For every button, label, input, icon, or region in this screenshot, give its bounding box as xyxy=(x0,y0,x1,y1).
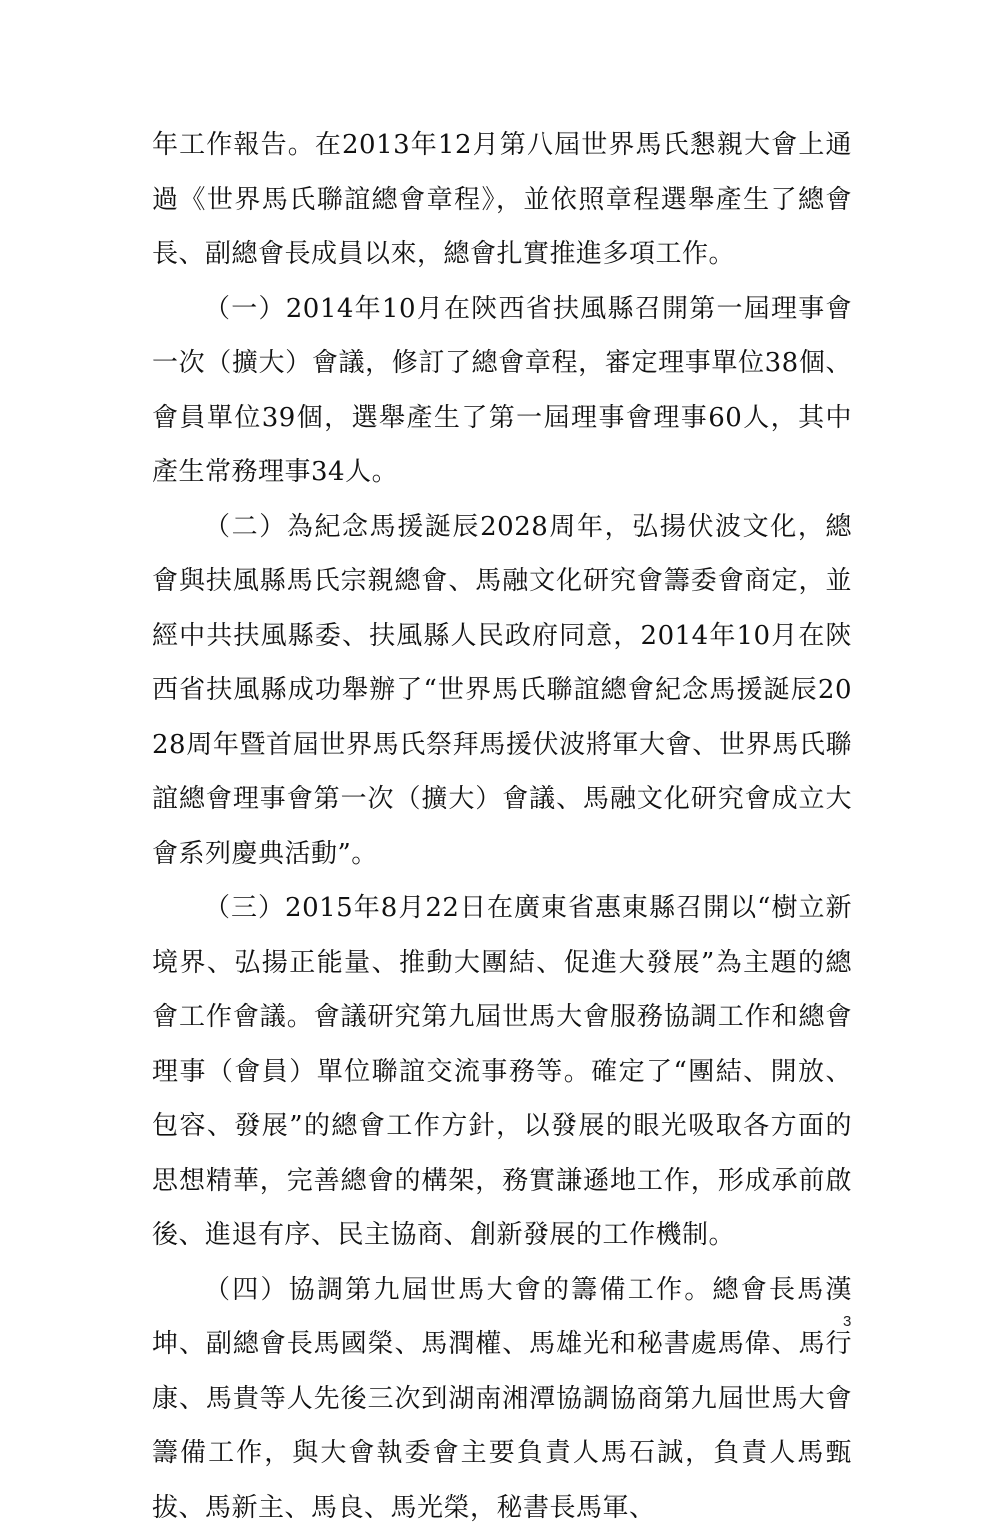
paragraph-item-1: （一）2014年10月在陝西省扶風縣召開第一屆理事會一次（擴大）會議，修訂了總會章程，審定理事單位38個、會員單位39個，選舉產生了第一屆理事會理事60人，其中產生常務理事34人。 xyxy=(152,282,852,500)
paragraph-item-4: （四）協調第九屆世馬大會的籌備工作。總會長馬漢坤、副總會長馬國榮、馬潤權、馬雄光和秘書處馬偉、馬行康、馬貴等人先後三次到湖南湘潭協調協商第九屆世馬大會籌備工作，與大會執委會主要負責人馬石誠，負責人馬甄拔、馬新主、馬良、馬光榮，秘書長馬軍、 xyxy=(152,1263,852,1535)
body-text xyxy=(152,118,852,1535)
paragraph-continuation: 年工作報告。在2013年12月第八屆世界馬氏懇親大會上通過《世界馬氏聯誼總會章程》，並依照章程選舉產生了總會長、副總會長成員以來，總會扎實推進多項工作。 xyxy=(152,118,852,282)
paragraph-item-3: （三）2015年8月22日在廣東省惠東縣召開以“樹立新境界、弘揚正能量、推動大團結、促進大發展”為主題的總會工作會議。會議研究第九屆世馬大會服務協調工作和總會理事（會員）單位聯誼交流事務等。確定了“團結、開放、包容、發展”的總會工作方針，以發展的眼光吸取各方面的思想精華，完善總會的構架，務實謙遜地工作，形成承前啟後、進退有序、民主協商、創新發展的工作機制。 xyxy=(152,881,852,1263)
paragraph-item-2: （二）為紀念馬援誕辰2028周年，弘揚伏波文化，總會與扶風縣馬氏宗親總會、馬融文化研究會籌委會商定，並經中共扶風縣委、扶風縣人民政府同意，2014年10月在陝西省扶風縣成功舉辦了“世界馬氏聯誼總會紀念馬援誕辰2028周年暨首屆世界馬氏祭拜馬援伏波將軍大會、世界馬氏聯誼總會理事會第一次（擴大）會議、馬融文化研究會成立大會系列慶典活動”。 xyxy=(152,500,852,882)
page-number: 3 xyxy=(843,1313,851,1330)
